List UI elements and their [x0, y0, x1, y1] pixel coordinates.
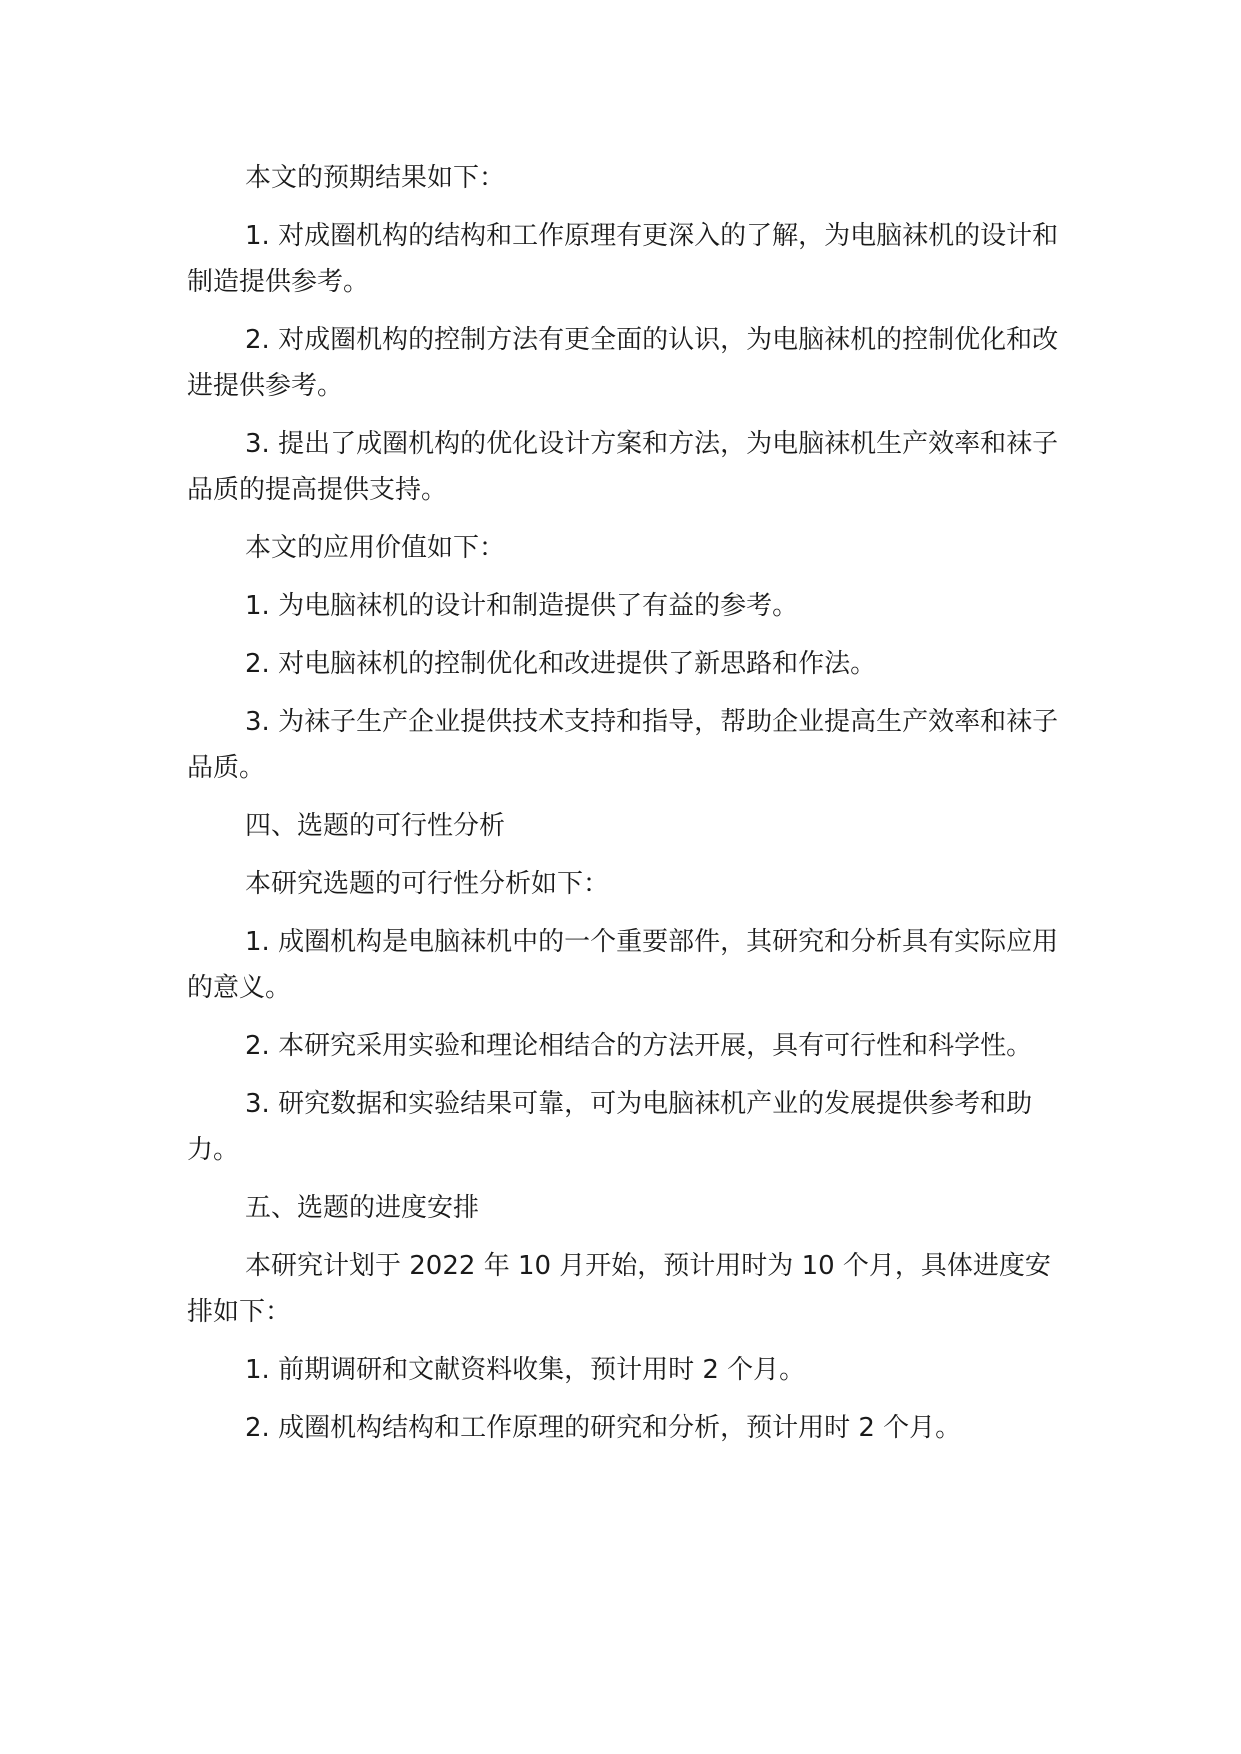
paragraph-application-value-3: 3. 为袜子生产企业提供技术支持和指导，帮助企业提高生产效率和袜子品质。	[187, 707, 1059, 783]
paragraph-feasibility-3: 3. 研究数据和实验结果可靠，可为电脑袜机产业的发展提供参考和助力。	[187, 1089, 1033, 1165]
paragraph-feasibility-2: 2. 本研究采用实验和理论相结合的方法开展，具有可行性和科学性。	[245, 1031, 1033, 1061]
heading-feasibility-analysis: 四、选题的可行性分析	[245, 811, 506, 841]
paragraph-schedule-2: 2. 成圈机构结构和工作原理的研究和分析，预计用时 2 个月。	[245, 1413, 962, 1443]
paragraph-expected-result-1: 1. 对成圈机构的结构和工作原理有更深入的了解，为电脑袜机的设计和制造提供参考。	[187, 221, 1059, 297]
paragraph-schedule-1: 1. 前期调研和文献资料收集，预计用时 2 个月。	[245, 1355, 806, 1385]
paragraph-expected-results-intro: 本文的预期结果如下：	[245, 163, 506, 193]
paragraph-feasibility-intro: 本研究选题的可行性分析如下：	[245, 869, 610, 899]
paragraph-application-value-intro: 本文的应用价值如下：	[245, 533, 506, 563]
paragraph-application-value-2: 2. 对电脑袜机的控制优化和改进提供了新思路和作法。	[245, 649, 877, 679]
heading-schedule: 五、选题的进度安排	[245, 1193, 480, 1223]
paragraph-feasibility-1: 1. 成圈机构是电脑袜机中的一个重要部件，其研究和分析具有实际应用的意义。	[187, 927, 1059, 1003]
paragraph-application-value-1: 1. 为电脑袜机的设计和制造提供了有益的参考。	[245, 591, 799, 621]
paragraph-expected-result-2: 2. 对成圈机构的控制方法有更全面的认识，为电脑袜机的控制优化和改进提供参考。	[187, 325, 1059, 401]
paragraph-expected-result-3: 3. 提出了成圈机构的优化设计方案和方法，为电脑袜机生产效率和袜子品质的提高提供支持。	[187, 429, 1059, 505]
document-body	[187, 155, 1067, 1451]
paragraph-schedule-intro: 本研究计划于 2022 年 10 月开始，预计用时为 10 个月，具体进度安排如下：	[187, 1251, 1051, 1327]
